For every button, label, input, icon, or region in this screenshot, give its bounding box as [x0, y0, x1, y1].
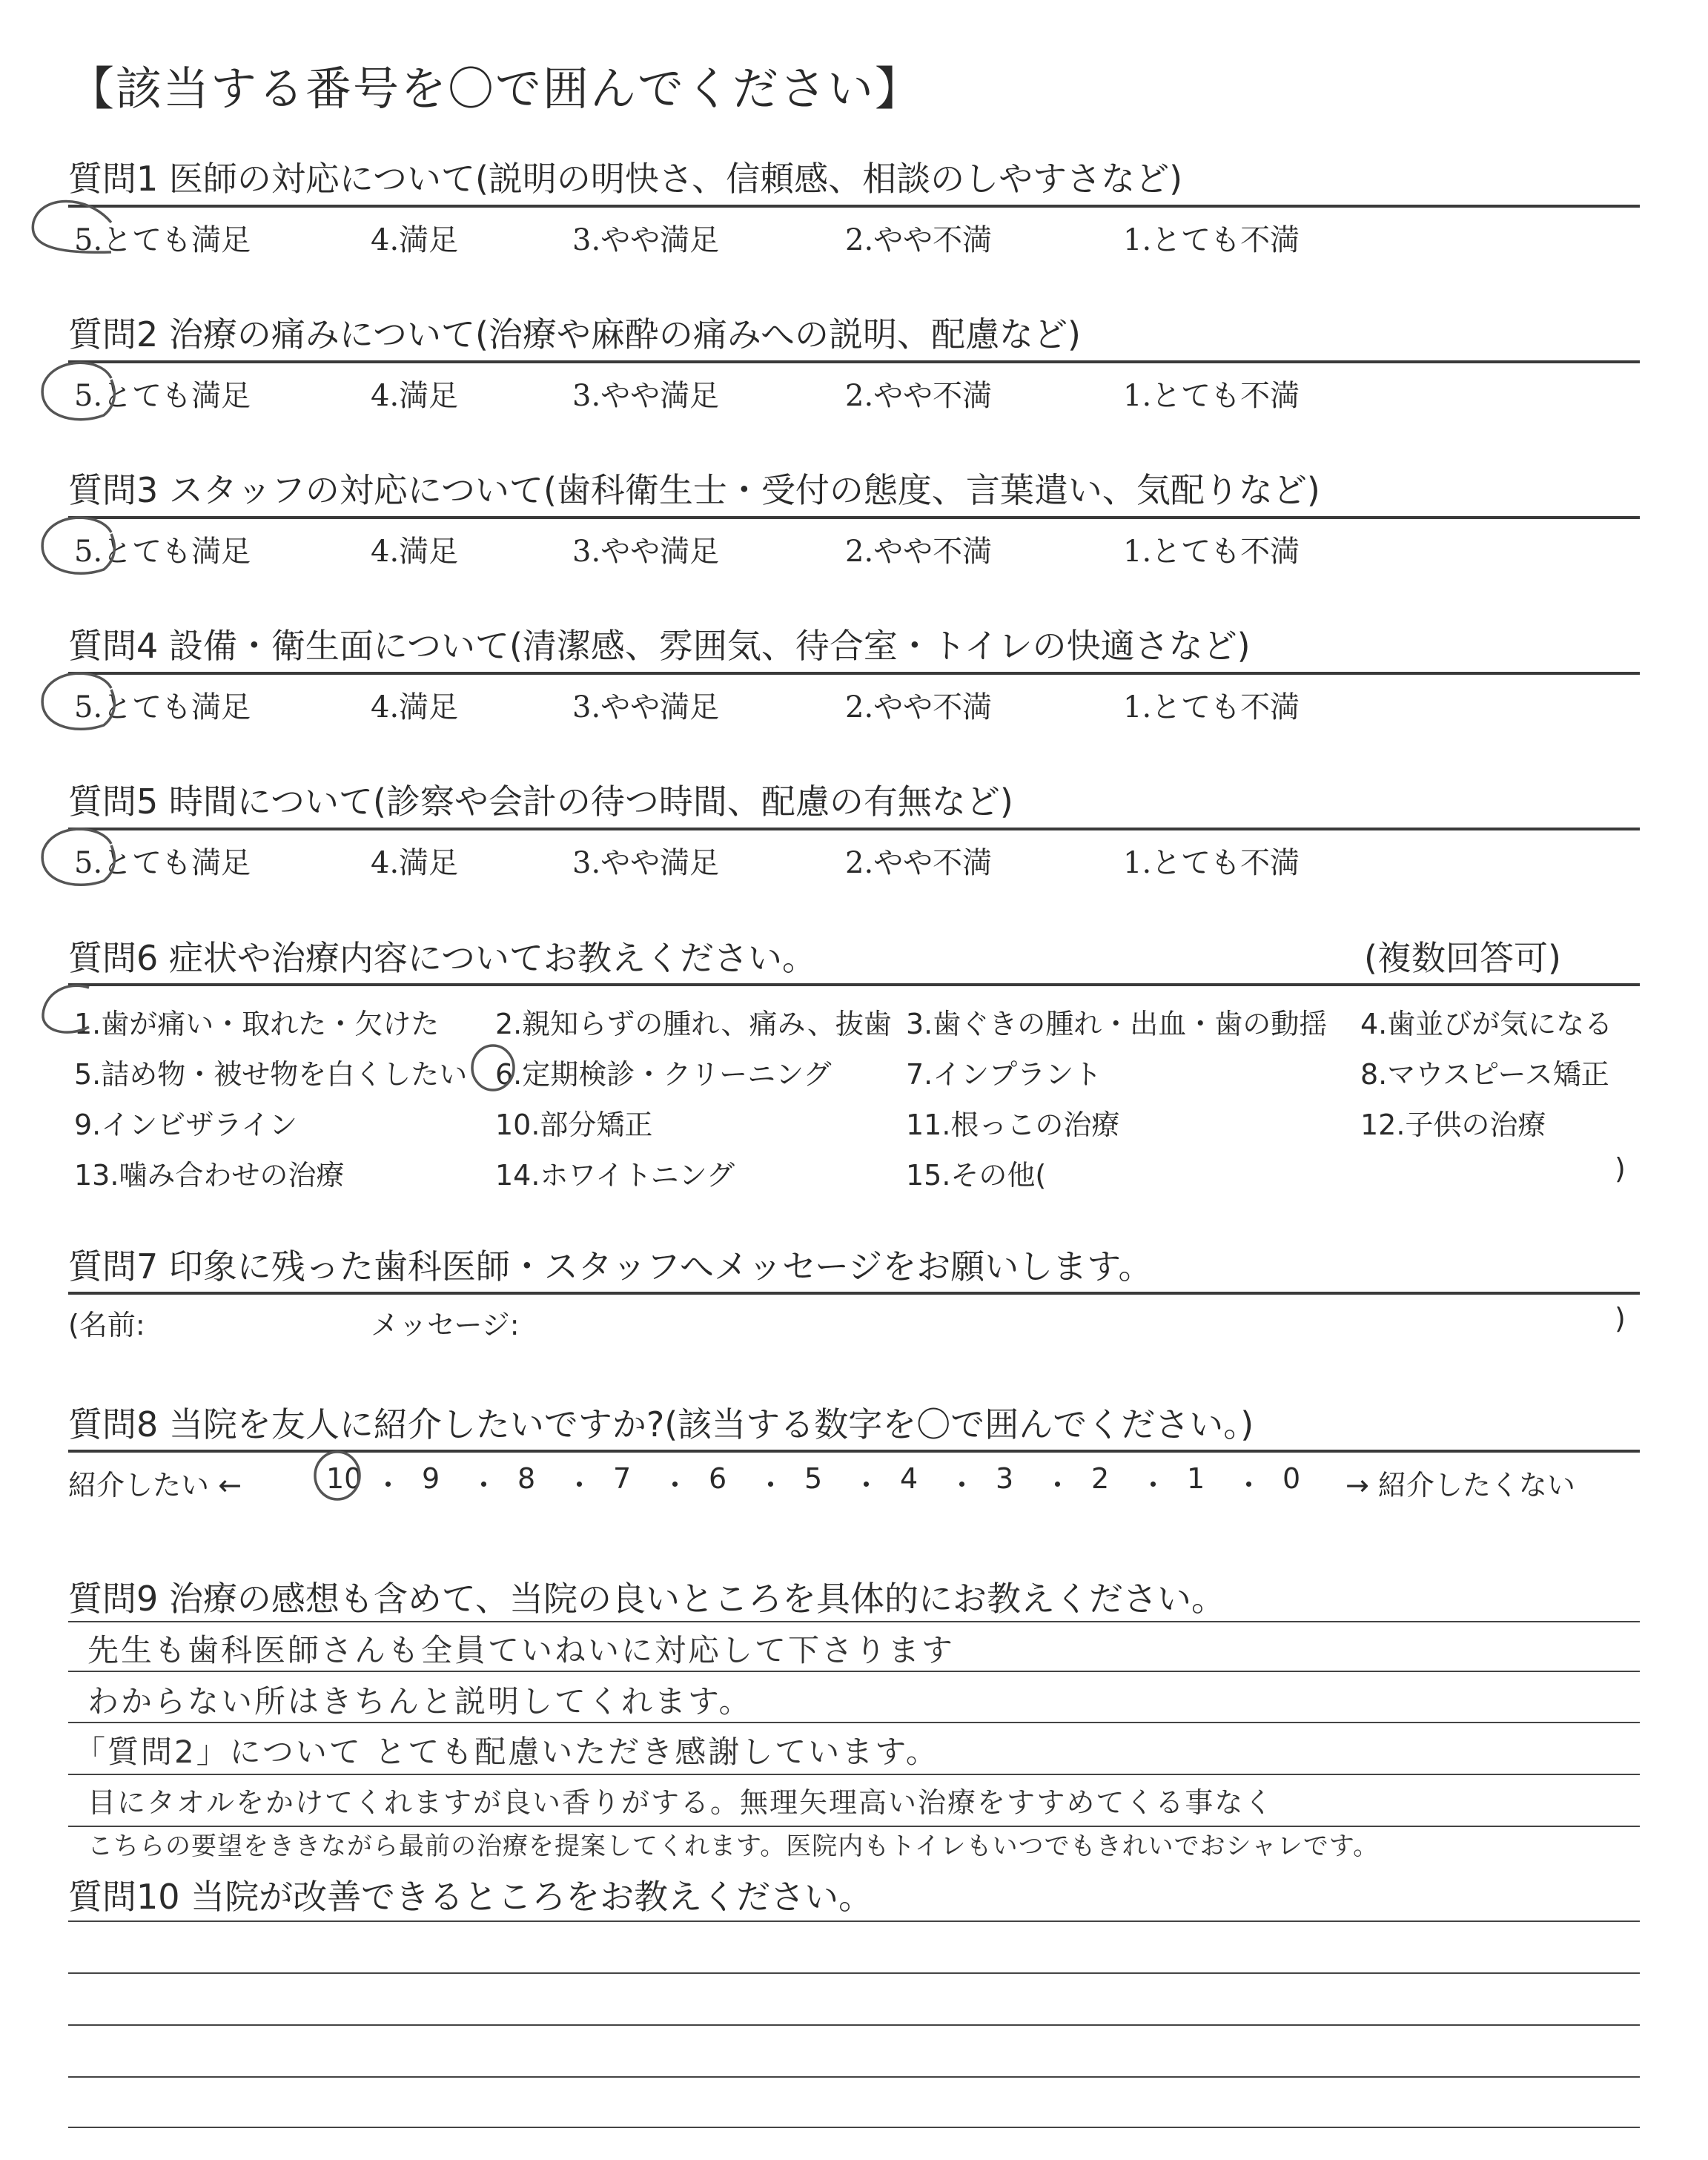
multiple-answer-note: (複数回答可) [1364, 938, 1561, 978]
scale-separator: ・ [565, 1469, 594, 1502]
question-label: 質問5 時間について(診察や会計の待つ時間、配慮の有無など) [68, 782, 1013, 822]
scale-value-1[interactable]: 1 [1187, 1462, 1205, 1495]
option-2[interactable]: 2.やや不満 [845, 535, 993, 569]
handwritten-answer-line: わからない所はきちんと説明してくれます。 [87, 1683, 752, 1720]
option-1[interactable]: 1.とても不満 [1123, 379, 1300, 413]
option-3[interactable]: 3.やや満足 [572, 379, 720, 413]
question-label: 質問4 設備・衛生面について(清潔感、雰囲気、待合室・トイレの快適さなど) [68, 626, 1251, 666]
form-title: 【該当する番号を〇で囲んでください】 [68, 62, 923, 116]
divider [68, 1292, 1640, 1295]
option-4[interactable]: 4.満足 [371, 846, 459, 880]
scale-separator: ・ [947, 1469, 976, 1502]
q6-option-9[interactable]: 9.インビザライン [74, 1109, 298, 1141]
handwritten-answer-line: 目にタオルをかけてくれますが良い香りがする。無理矢理高い治療をすすめてくる事なく [87, 1786, 1274, 1819]
scale-separator: ・ [469, 1469, 498, 1502]
scale-value-10[interactable]: 10 [326, 1462, 363, 1495]
answer-line [68, 1774, 1640, 1775]
option-4[interactable]: 4.満足 [371, 223, 459, 257]
answer-line [68, 2024, 1640, 2026]
answer-line [68, 1671, 1640, 1672]
message-label: メッセージ: [371, 1309, 520, 1341]
option-5[interactable]: 5.とても満足 [74, 846, 251, 880]
question-label: 質問7 印象に残った歯科医師・スタッフへメッセージをお願いします。 [68, 1246, 1153, 1287]
question-label: 質問2 治療の痛みについて(治療や麻酔の痛みへの説明、配慮など) [68, 314, 1081, 354]
q6-option-14[interactable]: 14.ホワイトニング [495, 1159, 735, 1192]
question-label: 質問3 スタッフの対応について(歯科衛生士・受付の態度、言葉遣い、気配りなど) [68, 470, 1320, 510]
option-2[interactable]: 2.やや不満 [845, 846, 993, 880]
q6-option-12[interactable]: 12.子供の治療 [1360, 1109, 1546, 1141]
close-paren: ) [1615, 1302, 1626, 1335]
scale-separator: ・ [852, 1469, 881, 1502]
answer-line [68, 1621, 1640, 1622]
divider [68, 205, 1640, 208]
handwritten-answer-line: 「質問2」について とても配慮いただき感謝しています。 [74, 1734, 939, 1770]
question-label: 質問10 当院が改善できるところをお教えください。 [68, 1877, 873, 1917]
q6-option-15[interactable]: 15.その他( [906, 1159, 1047, 1192]
scale-separator: ・ [1234, 1469, 1263, 1502]
recommend-right-label: → 紹介したくない [1345, 1469, 1575, 1502]
option-5[interactable]: 5.とても満足 [74, 223, 251, 257]
scale-value-7[interactable]: 7 [613, 1462, 632, 1495]
option-2[interactable]: 2.やや不満 [845, 223, 993, 257]
handwritten-answer-line: こちらの要望をききながら最前の治療を提案してくれます。医院内もトイレもいつでもきれいでおシャレです。 [87, 1832, 1380, 1861]
option-4[interactable]: 4.満足 [371, 379, 459, 413]
option-1[interactable]: 1.とても不満 [1123, 535, 1300, 569]
q6-option-1[interactable]: 1.歯が痛い・取れた・欠けた [74, 1008, 440, 1040]
option-4[interactable]: 4.満足 [371, 535, 459, 569]
scale-value-6[interactable]: 6 [709, 1462, 727, 1495]
option-3[interactable]: 3.やや満足 [572, 223, 720, 257]
question-label: 質問6 症状や治療内容についてお教えください。 [68, 938, 816, 978]
scale-value-0[interactable]: 0 [1282, 1462, 1301, 1495]
divider [68, 360, 1640, 363]
option-2[interactable]: 2.やや不満 [845, 690, 993, 724]
answer-line [68, 2076, 1640, 2078]
option-2[interactable]: 2.やや不満 [845, 379, 993, 413]
q6-option-3[interactable]: 3.歯ぐきの腫れ・出血・歯の動揺 [906, 1008, 1328, 1040]
option-5[interactable]: 5.とても満足 [74, 690, 251, 724]
question-label: 質問1 医師の対応について(説明の明快さ、信頼感、相談のしやすさなど) [68, 159, 1183, 199]
answer-line [68, 2127, 1640, 2128]
option-4[interactable]: 4.満足 [371, 690, 459, 724]
scale-separator: ・ [1139, 1469, 1168, 1502]
q6-option-6[interactable]: 6.定期検診・クリーニング [495, 1058, 832, 1091]
option-3[interactable]: 3.やや満足 [572, 846, 720, 880]
option-5[interactable]: 5.とても満足 [74, 379, 251, 413]
q6-option-5[interactable]: 5.詰め物・被せ物を白くしたい [74, 1058, 468, 1091]
q6-option-10[interactable]: 10.部分矯正 [495, 1109, 653, 1141]
scale-separator: ・ [374, 1469, 403, 1502]
option-1[interactable]: 1.とても不満 [1123, 846, 1300, 880]
answer-line [68, 1920, 1640, 1922]
scale-separator: ・ [756, 1469, 785, 1502]
scale-value-5[interactable]: 5 [804, 1462, 823, 1495]
option-3[interactable]: 3.やや満足 [572, 535, 720, 569]
option-3[interactable]: 3.やや満足 [572, 690, 720, 724]
scale-separator: ・ [661, 1469, 689, 1502]
handwritten-answer-line: 先生も歯科医師さんも全員ていねいに対応して下さります [87, 1632, 956, 1668]
question-label: 質問8 当院を友人に紹介したいですか?(該当する数字を〇で囲んでください。) [68, 1404, 1254, 1444]
divider [68, 983, 1640, 986]
option-5[interactable]: 5.とても満足 [74, 535, 251, 569]
scale-value-3[interactable]: 3 [996, 1462, 1014, 1495]
question-label: 質問9 治療の感想も含めて、当院の良いところを具体的にお教えください。 [68, 1579, 1225, 1619]
option-1[interactable]: 1.とても不満 [1123, 690, 1300, 724]
q6-option-2[interactable]: 2.親知らずの腫れ、痛み、抜歯 [495, 1008, 892, 1040]
divider [68, 516, 1640, 519]
recommend-left-label: 紹介したい ← [68, 1469, 242, 1502]
scale-separator: ・ [1043, 1469, 1072, 1502]
scale-value-4[interactable]: 4 [900, 1462, 918, 1495]
divider [68, 1450, 1640, 1453]
q6-option-7[interactable]: 7.インプラント [906, 1058, 1102, 1091]
option-1[interactable]: 1.とても不満 [1123, 223, 1300, 257]
answer-line [68, 1722, 1640, 1723]
q6-option-11[interactable]: 11.根っこの治療 [906, 1109, 1120, 1141]
q6-option-8[interactable]: 8.マウスピース矯正 [1360, 1058, 1609, 1091]
q6-option-4[interactable]: 4.歯並びが気になる [1360, 1008, 1613, 1040]
divider [68, 672, 1640, 675]
q6-option-13[interactable]: 13.噛み合わせの治療 [74, 1159, 345, 1192]
scale-value-2[interactable]: 2 [1091, 1462, 1110, 1495]
scale-value-8[interactable]: 8 [517, 1462, 536, 1495]
answer-line [68, 1972, 1640, 1974]
name-label: (名前: [68, 1309, 145, 1341]
divider [68, 828, 1640, 830]
other-close-paren: ) [1615, 1152, 1626, 1185]
scale-value-9[interactable]: 9 [422, 1462, 440, 1495]
